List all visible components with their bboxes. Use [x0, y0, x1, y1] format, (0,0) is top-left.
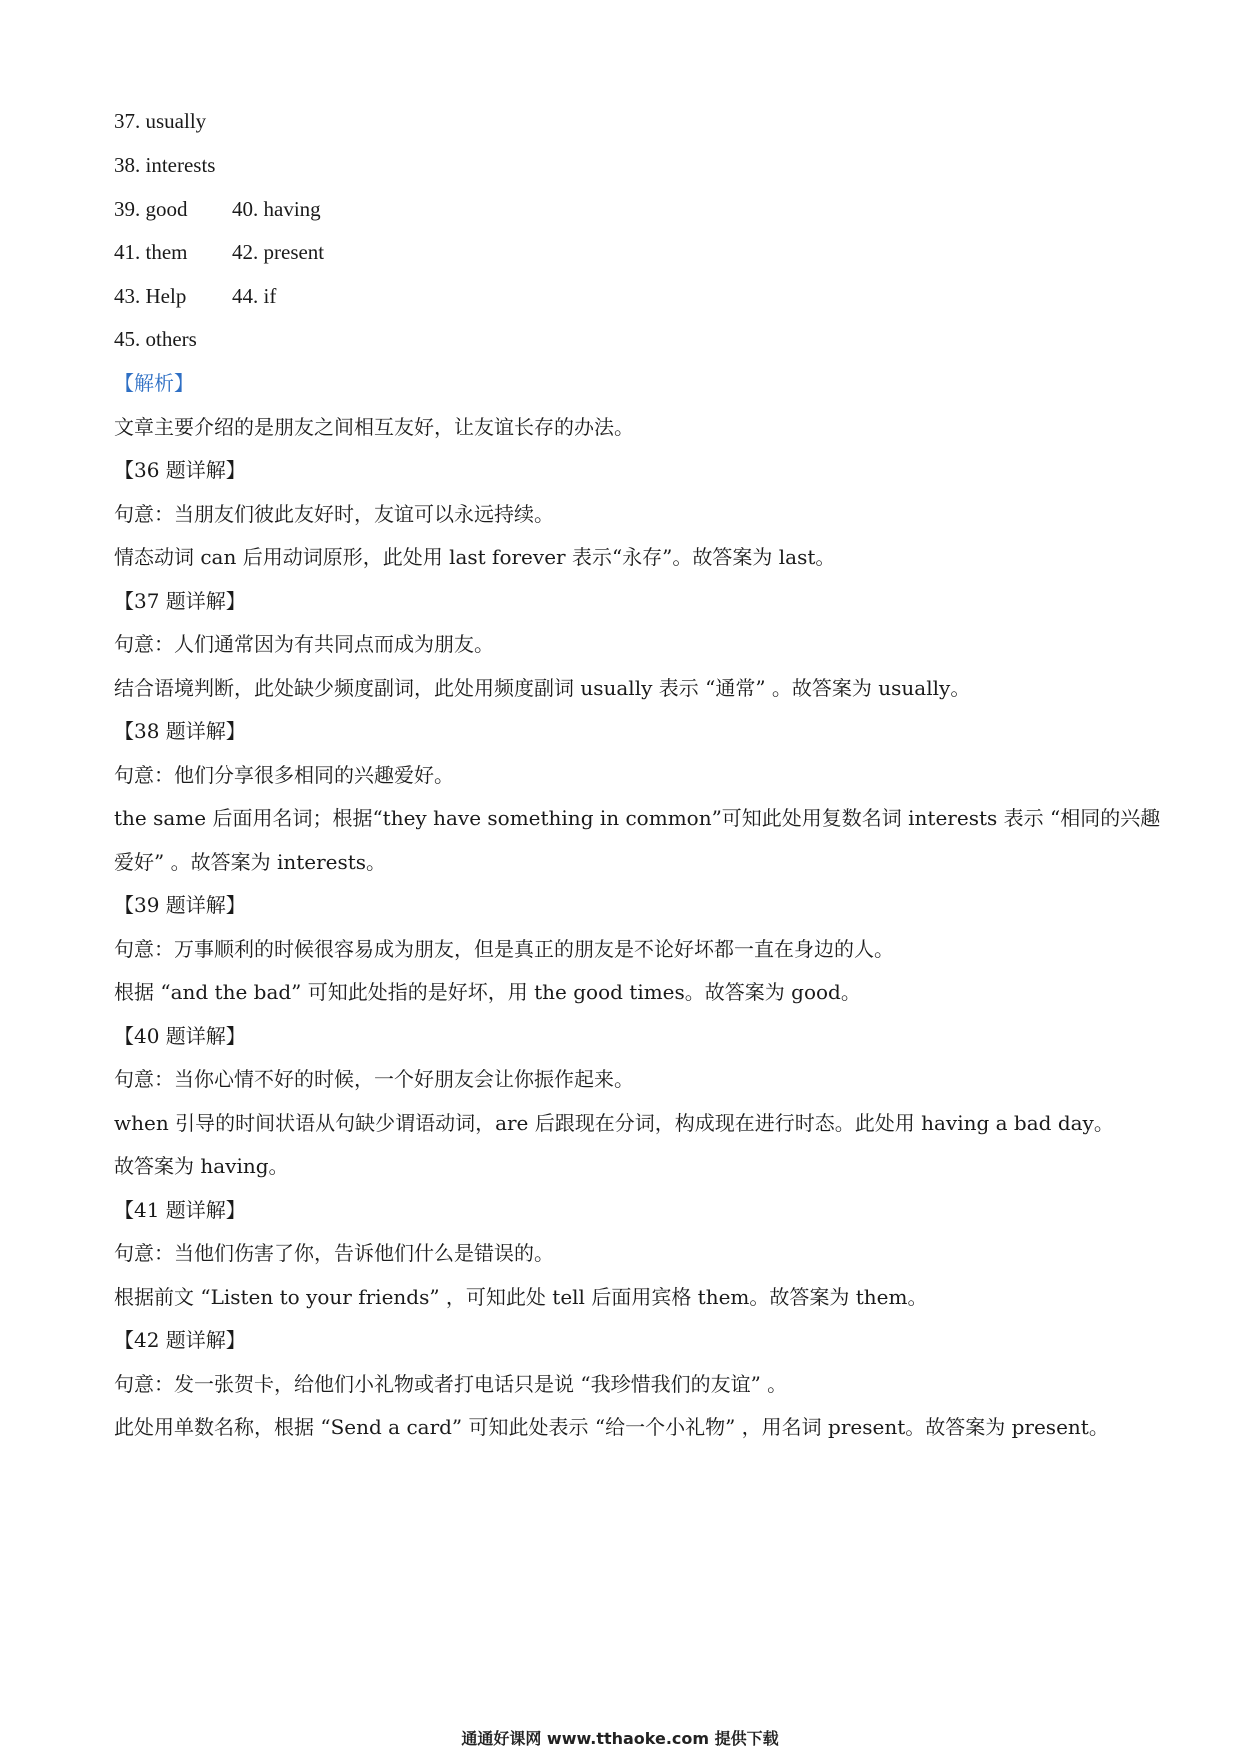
answer-row-41-42 [114, 238, 325, 266]
analysis-summary: 文章主要介绍的是朋友之间相互友好，让友谊长存的办法。 [114, 415, 634, 439]
answer-42: 42. present [232, 240, 325, 264]
detail-heading: 【38 题详解】 [114, 719, 246, 743]
detail-line: 句意：人们通常因为有共同点而成为朋友。 [114, 632, 494, 656]
answer-45: 45. others [114, 327, 197, 351]
answer-41: 41. them [114, 240, 188, 264]
answer-40: 40. having [232, 197, 321, 221]
detail-line: the same 后面用名词；根据“they have something in common”可知此处用复数名词 interests 表示 “相同的兴趣 [114, 806, 1161, 830]
detail-line: 情态动词 can 后用动词原形，此处用 last forever 表示“永存”。故答案为 last。 [114, 545, 836, 569]
footer-watermark: 通通好课网 www.tthaoke.com 提供下载 [461, 1729, 779, 1748]
answer-38: 38. interests [114, 153, 216, 177]
analysis-heading: 【解析】 [114, 371, 194, 395]
detail-heading: 【39 题详解】 [114, 893, 246, 917]
answer-44: 44. if [232, 284, 277, 308]
detail-heading: 【42 题详解】 [114, 1328, 246, 1352]
detail-line: 故答案为 having。 [114, 1154, 289, 1178]
detail-line: 句意：当他们伤害了你，告诉他们什么是错误的。 [114, 1241, 554, 1265]
detail-line: 根据 “and the bad” 可知此处指的是好坏，用 the good times。故答案为 good。 [114, 980, 861, 1004]
answer-37: 37. usually [114, 109, 207, 133]
detail-line: 结合语境判断，此处缺少频度副词，此处用频度副词 usually 表示 “通常” 。故答案为 usually。 [114, 676, 971, 700]
detail-line: 句意：当朋友们彼此友好时，友谊可以永远持续。 [114, 502, 554, 526]
detail-heading: 【41 题详解】 [114, 1198, 246, 1222]
detail-heading: 【40 题详解】 [114, 1024, 246, 1048]
detail-line: 句意：他们分享很多相同的兴趣爱好。 [114, 763, 454, 787]
detail-heading: 【37 题详解】 [114, 589, 246, 613]
detail-heading: 【36 题详解】 [114, 458, 246, 482]
detail-line: 句意：发一张贺卡，给他们小礼物或者打电话只是说 “我珍惜我们的友谊” 。 [114, 1372, 788, 1396]
detail-line: 根据前文 “Listen to your friends” ，可知此处 tell 后面用宾格 them。故答案为 them。 [114, 1285, 928, 1309]
answer-row-43-44 [114, 282, 277, 310]
detail-line: 此处用单数名称，根据 “Send a card” 可知此处表示 “给一个小礼物” ，用名词 present。故答案为 present。 [114, 1415, 1109, 1439]
detail-line: 句意：当你心情不好的时候，一个好朋友会让你振作起来。 [114, 1067, 634, 1091]
answer-row-39-40 [114, 195, 321, 223]
answer-39: 39. good [114, 197, 188, 221]
detail-line: 句意：万事顺利的时候很容易成为朋友，但是真正的朋友是不论好坏都一直在身边的人。 [114, 937, 894, 961]
detail-line: when 引导的时间状语从句缺少谓语动词，are 后跟现在分词，构成现在进行时态。此处用 having a bad day。 [114, 1111, 1114, 1135]
detail-line: 爱好” 。故答案为 interests。 [114, 850, 387, 874]
answer-43: 43. Help [114, 284, 187, 308]
